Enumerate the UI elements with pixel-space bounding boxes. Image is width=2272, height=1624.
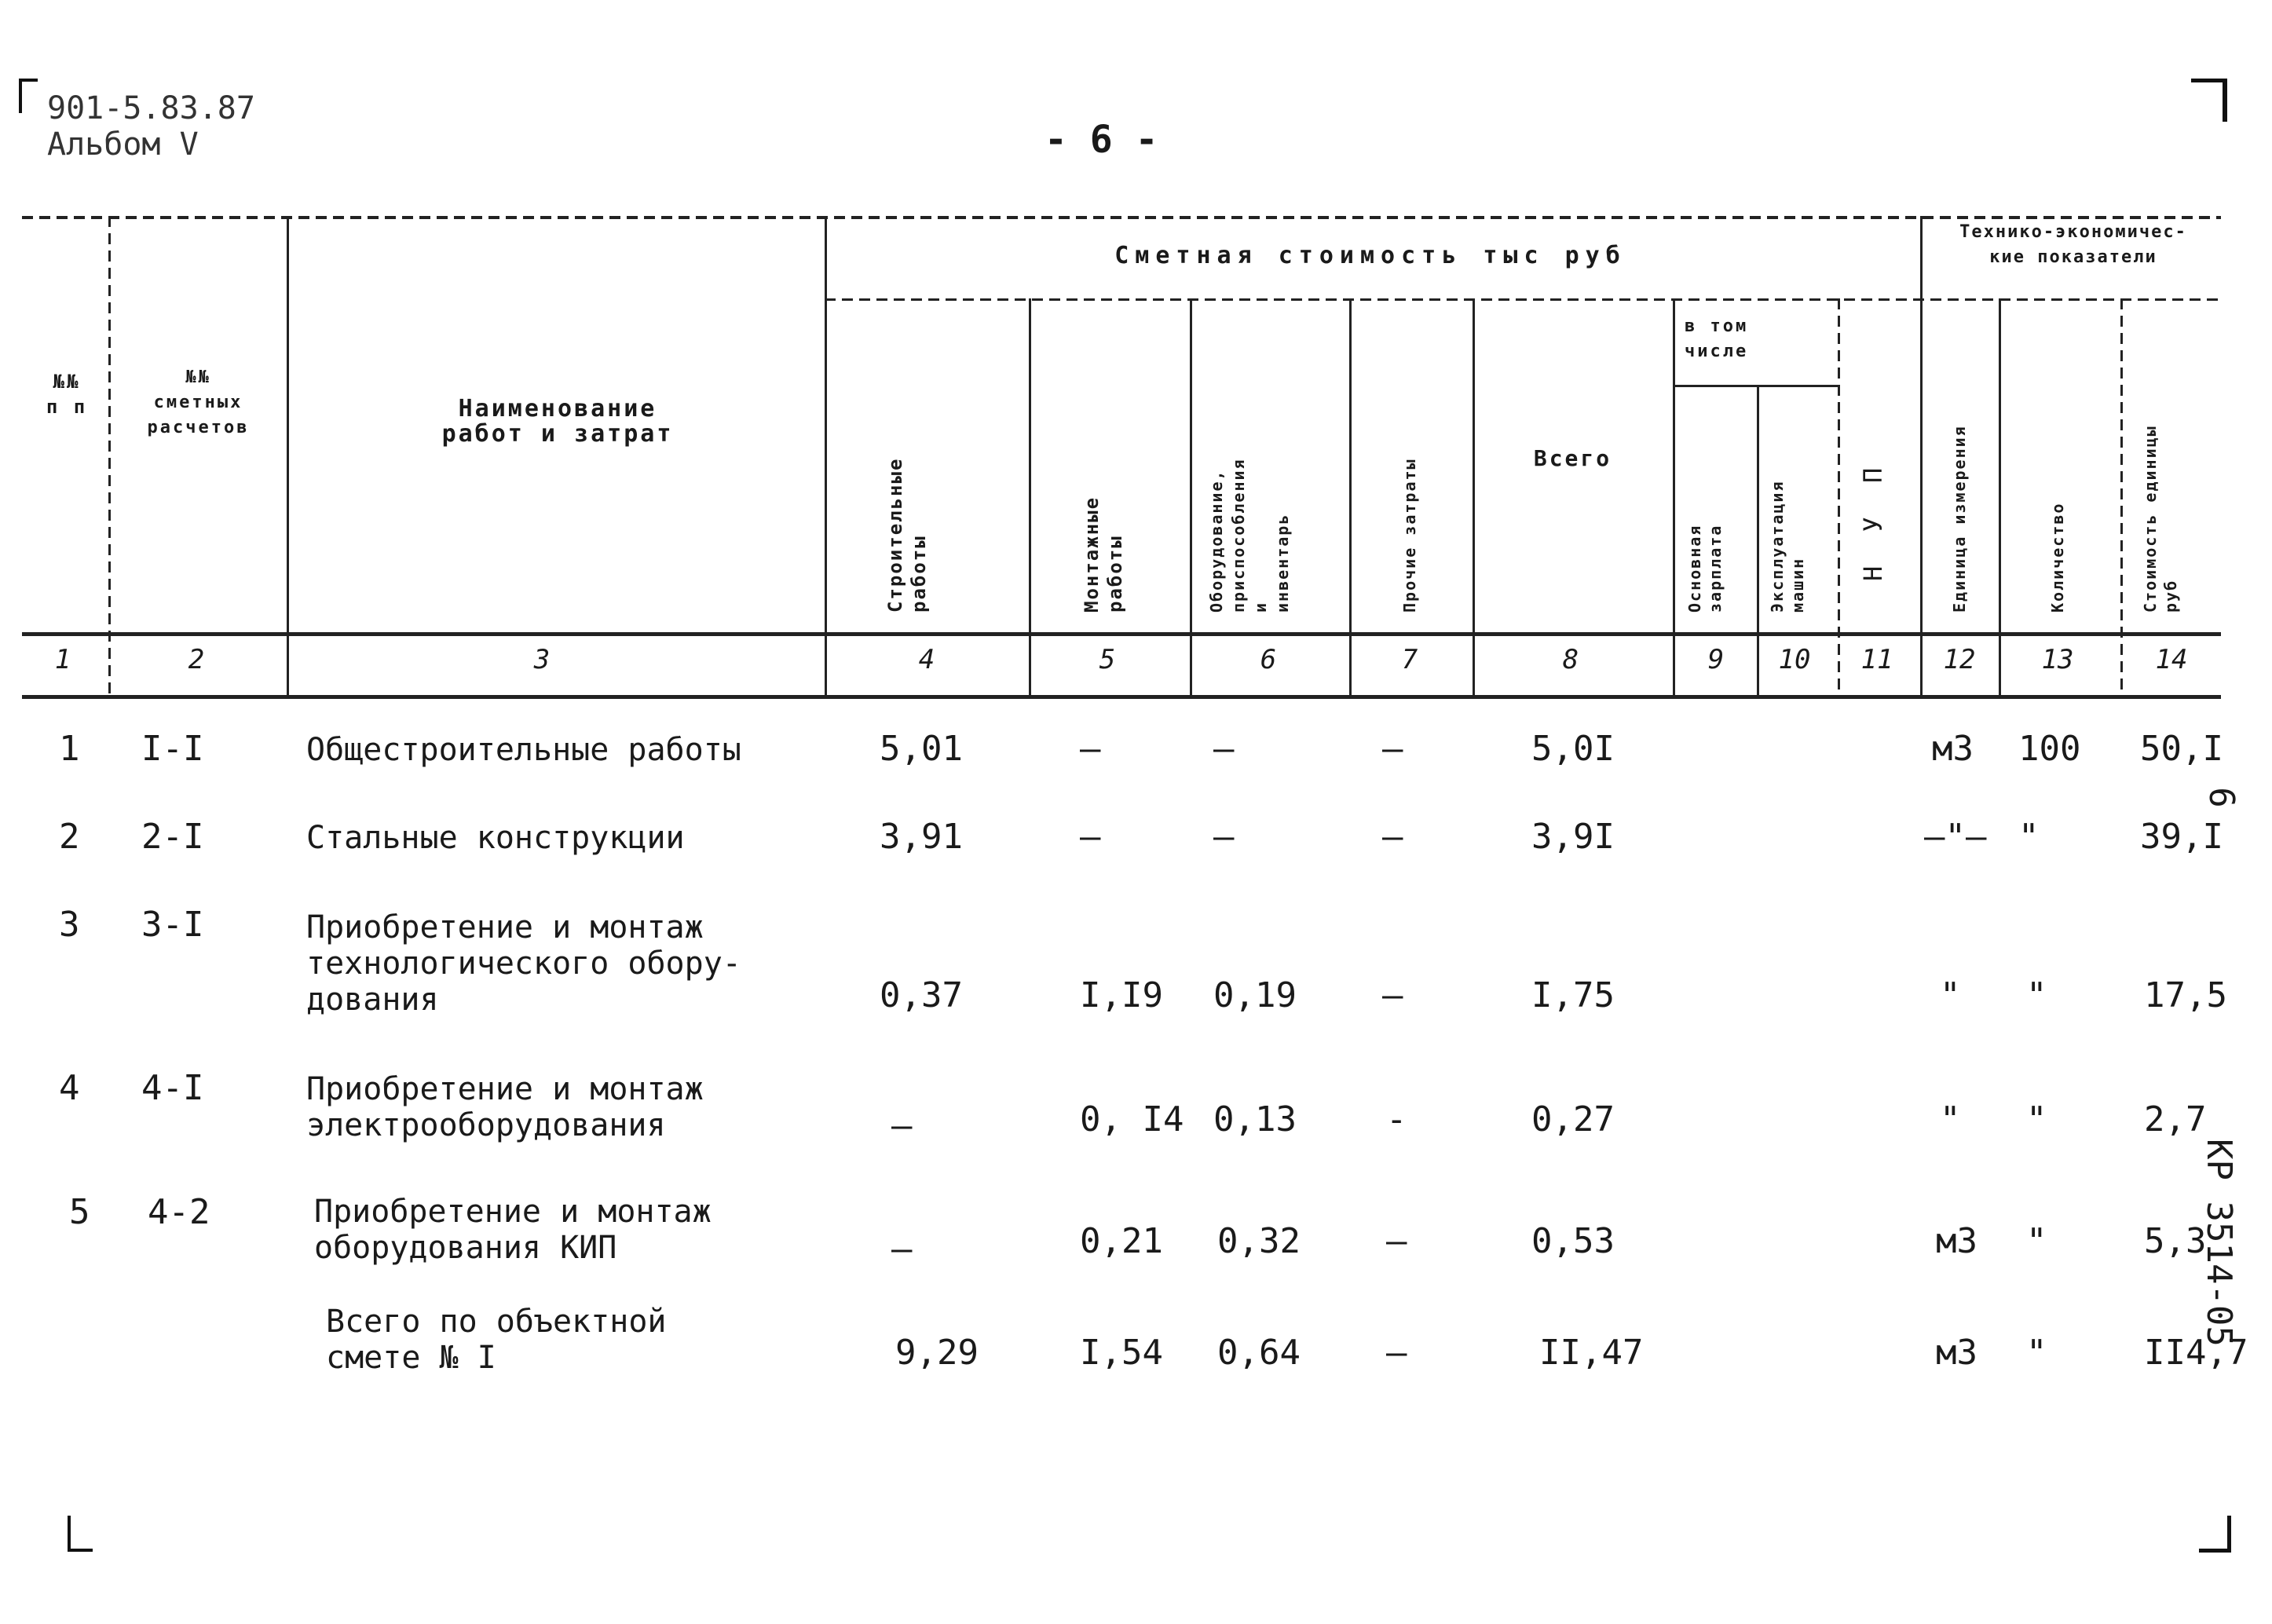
cell-equipment: – <box>1213 817 1235 857</box>
document-code: 901-5.83.87 Альбом V <box>47 90 255 163</box>
cell-equipment: 0,13 <box>1213 1099 1297 1139</box>
cell-equipment: – <box>1213 729 1235 769</box>
cell-build: 5,01 <box>880 729 963 769</box>
cell-mount: 0, I4 <box>1080 1099 1184 1139</box>
header-unit-cost: Стоимость единицы руб <box>2141 425 2180 613</box>
header-including: в том числе <box>1685 316 1749 361</box>
cell-build: 0,37 <box>880 975 963 1015</box>
corner-mark-bottom-right <box>2199 1516 2231 1553</box>
header-row-number: №№ п п <box>46 371 88 418</box>
cell-work-name: Приобретение и монтаж технологического обору- дования <box>306 909 741 1018</box>
cell-other: – <box>1386 1333 1407 1373</box>
cell-calc-no: 4-I <box>141 1068 204 1108</box>
header-total: Всего <box>1533 445 1612 471</box>
column-number: 4 <box>918 644 935 675</box>
header-base-wage: Основная зарплата <box>1685 524 1725 613</box>
cell-mount: – <box>1080 817 1101 857</box>
cell-row-no: 3 <box>59 905 80 945</box>
cell-build: – <box>891 1106 913 1146</box>
header-calc-number: №№ сметных расчетов <box>147 368 250 437</box>
cell-equipment: 0,32 <box>1217 1221 1301 1261</box>
cell-total: I,75 <box>1531 975 1615 1015</box>
cell-unit: м3 <box>1936 1333 1977 1373</box>
column-number: 1 <box>54 644 71 675</box>
cell-mount: – <box>1080 729 1101 769</box>
column-number: 12 <box>1943 644 1976 675</box>
page-number: - 6 - <box>1045 118 1158 162</box>
cell-work-name: Приобретение и монтаж оборудования КИП <box>314 1194 712 1266</box>
cell-quantity: " <box>2026 975 2047 1015</box>
column-number: 13 <box>2041 644 2074 675</box>
corner-mark-bottom-left <box>68 1516 93 1552</box>
header-machine-operation: Эксплуатация машин <box>1768 480 1807 613</box>
cell-total: 0,27 <box>1531 1099 1615 1139</box>
cell-unit: –"– <box>1924 817 1987 857</box>
cell-work-name: Общестроительные работы <box>306 732 741 768</box>
cell-other: – <box>1382 975 1403 1015</box>
cell-unit-cost: 2,7 <box>2144 1099 2207 1139</box>
column-number: 8 <box>1562 644 1579 675</box>
column-number: 5 <box>1099 644 1116 675</box>
cell-calc-no: I-I <box>141 729 204 769</box>
cell-build: – <box>891 1229 913 1269</box>
cell-unit-cost: 50,I <box>2140 729 2223 769</box>
cell-mount: I,54 <box>1080 1333 1163 1373</box>
header-tech-group: Технико-экономичес- кие показатели <box>1959 222 2187 267</box>
cell-other: – <box>1386 1221 1407 1261</box>
cell-mount: 0,21 <box>1080 1221 1163 1261</box>
header-quantity: Количество <box>2048 502 2067 613</box>
cell-other: - <box>1386 1099 1407 1139</box>
corner-mark-top-right <box>2191 79 2227 122</box>
cell-build: 9,29 <box>895 1333 979 1373</box>
cell-mount: I,I9 <box>1080 975 1163 1015</box>
header-other-costs: Прочие затраты <box>1400 458 1419 613</box>
side-album-code: КР 3514-05 <box>2199 1139 2239 1347</box>
cell-quantity: 100 <box>2018 729 2081 769</box>
cell-equipment: 0,19 <box>1213 975 1297 1015</box>
cell-calc-no: 3-I <box>141 905 204 945</box>
column-number: 14 <box>2155 644 2188 675</box>
cell-quantity: " <box>2026 1333 2047 1373</box>
cell-calc-no: 2-I <box>141 817 204 857</box>
cell-total: 5,0I <box>1531 729 1615 769</box>
cell-unit: м3 <box>1932 729 1974 769</box>
cell-unit: " <box>1940 975 1961 1015</box>
cell-quantity: " <box>2026 1099 2047 1139</box>
cell-other: – <box>1382 729 1403 769</box>
header-build-works: Строительные работы <box>884 457 930 613</box>
cell-calc-no: 4-2 <box>148 1192 210 1232</box>
column-number: 2 <box>188 644 205 675</box>
cell-total: 3,9I <box>1531 817 1615 857</box>
header-work-name: Наименование работ и затрат <box>441 395 674 448</box>
column-number: 6 <box>1260 644 1277 675</box>
cell-row-no: 1 <box>59 729 80 769</box>
header-nup: Н У П <box>1858 458 1888 581</box>
cell-quantity: " <box>2026 1221 2047 1261</box>
column-number: 11 <box>1860 644 1893 675</box>
column-number: 3 <box>533 644 551 675</box>
cell-work-name: Стальные конструкции <box>306 820 685 856</box>
cell-unit-cost: 39,I <box>2140 817 2223 857</box>
cell-row-no: 4 <box>59 1068 80 1108</box>
cell-unit: м3 <box>1936 1221 1977 1261</box>
cell-build: 3,91 <box>880 817 963 857</box>
column-number: 7 <box>1401 644 1418 675</box>
cell-quantity: " <box>2018 817 2040 857</box>
corner-mark-top-left <box>19 79 38 113</box>
header-cost-group: Сметная стоимость тыс руб <box>1114 242 1626 269</box>
header-equipment: Оборудование, приспособления и инвентарь <box>1207 458 1292 613</box>
cell-unit-cost: II4,7 <box>2144 1333 2248 1373</box>
column-number: 10 <box>1778 644 1811 675</box>
cell-unit: " <box>1940 1099 1961 1139</box>
header-mount-works: Монтажные работы <box>1081 496 1126 613</box>
header-unit: Единица измерения <box>1950 425 1969 613</box>
cell-work-name: Всего по объектной смете № I <box>326 1304 667 1376</box>
cell-total: 0,53 <box>1531 1221 1615 1261</box>
column-number: 9 <box>1707 644 1725 675</box>
cell-row-no: 2 <box>59 817 80 857</box>
side-page-mark: 6 <box>2201 787 2241 808</box>
cell-total: II,47 <box>1539 1333 1644 1373</box>
cell-equipment: 0,64 <box>1217 1333 1301 1373</box>
cell-other: – <box>1382 817 1403 857</box>
cell-work-name: Приобретение и монтаж электрооборудования <box>306 1071 704 1143</box>
cell-row-no: 5 <box>69 1192 90 1232</box>
cell-unit-cost: 5,3 <box>2144 1221 2207 1261</box>
cell-unit-cost: 17,5 <box>2144 975 2227 1015</box>
